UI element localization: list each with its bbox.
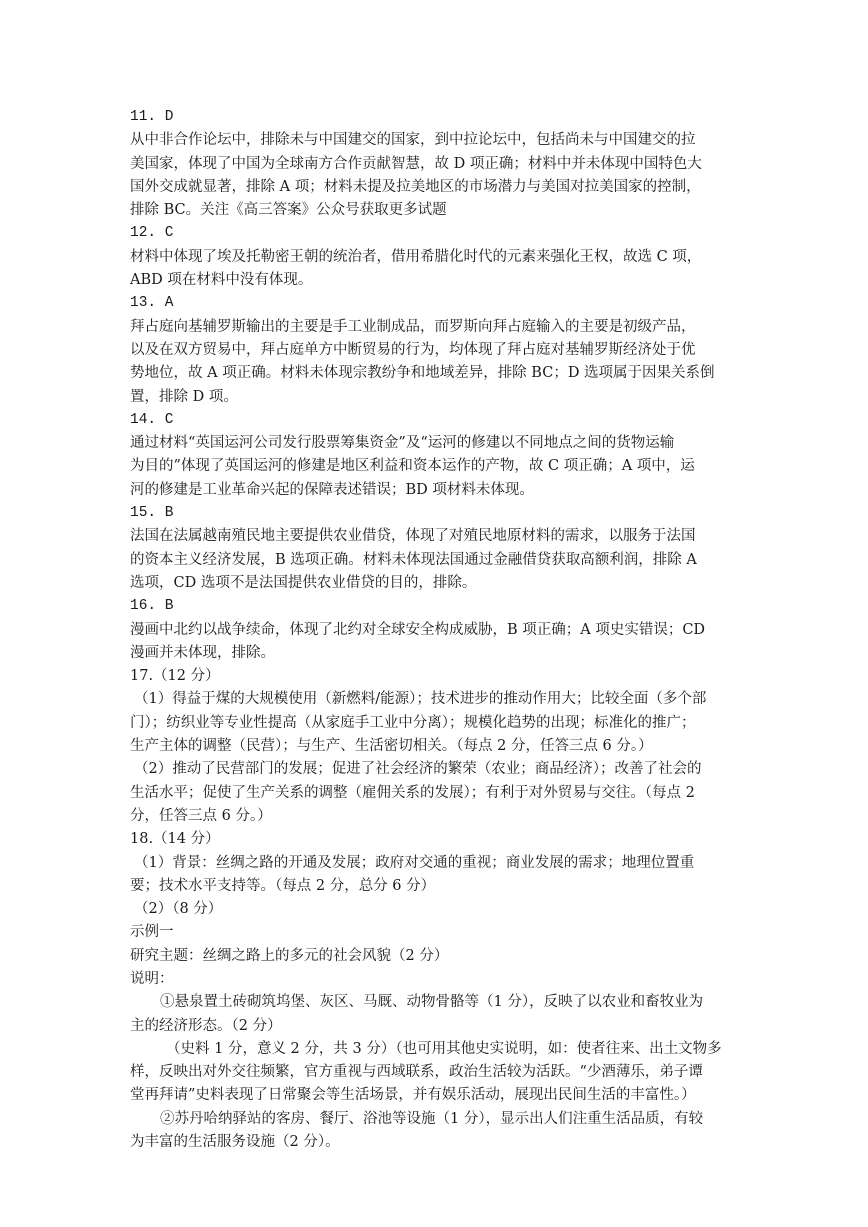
text-line: （1）得益于煤的大规模使用（新燃料/能源）；技术进步的推动作用大；比较全面（多个部 bbox=[134, 691, 707, 708]
answer-number-12: 12. C bbox=[130, 225, 174, 242]
text-line: 样，反映出对外交往频繁，官方重视与西域联系，政治生活较为活跃。“少酒薄乐，弟子谭 bbox=[130, 1064, 703, 1081]
text-line: 国外交成就显著，排除 A 项；材料未提及拉美地区的市场潜力与美国对拉美国家的控制， bbox=[130, 178, 701, 195]
text-line: （2）（8 分） bbox=[134, 901, 223, 918]
question-17-header: 17.（12 分） bbox=[130, 668, 220, 685]
text-line: 堂再拜请”史料表现了日常聚会等生活场景，并有娱乐活动，展现出民间生活的丰富性。） bbox=[130, 1087, 696, 1104]
text-line: 选项，CD 选项不是法国提供农业借贷的目的，排除。 bbox=[130, 574, 477, 591]
text-line: 法国在法属越南殖民地主要提供农业借贷，体现了对殖民地原材料的需求，以服务于法国 bbox=[130, 528, 696, 545]
text-line: 漫画中北约以战争续命，体现了北约对全球安全构成威胁，B 项正确；A 项史实错误；CD bbox=[130, 621, 706, 638]
text-line: 门）；纺织业等专业性提高（从家庭手工业中分离）；规模化趋势的出现；标准化的推广； bbox=[130, 714, 696, 731]
text-line: 从中非合作论坛中，排除未与中国建交的国家，到中拉论坛中，包括尚未与中国建交的拉 bbox=[130, 132, 696, 149]
text-line: 排除 BC。关注《高三答案》公众号获取更多试题 bbox=[130, 202, 447, 219]
text-line: ABD 项在材料中没有体现。 bbox=[130, 272, 313, 289]
answer-number-11: 11. D bbox=[130, 109, 174, 125]
answer-number-14: 14. C bbox=[130, 411, 174, 428]
answer-number-13: 13. A bbox=[130, 295, 174, 312]
text-line: 漫画并未体现，排除。 bbox=[130, 644, 275, 661]
text-line: 拜占庭向基辅罗斯输出的主要是手工业制成品，而罗斯向拜占庭输入的主要是初级产品， bbox=[130, 318, 696, 335]
text-line: 为丰富的生活服务设施（2 分）。 bbox=[130, 1134, 340, 1151]
text-line: 材料中体现了埃及托勒密王朝的统治者，借用希腊化时代的元素来强化王权，故选 C 项， bbox=[130, 248, 702, 265]
text-line: 势地位，故 A 项正确。材料未体现宗教纷争和地域差异，排除 BC；D 选项属于因果关系倒 bbox=[130, 365, 715, 382]
text-line: 通过材料“英国运河公司发行股票筹集资金”及“运河的修建以不同地点之间的货物运输 bbox=[130, 435, 675, 452]
text-line: 生活水平；促使了生产关系的调整（雇佣关系的发展）；有利于对外贸易与交往。（每点 2 bbox=[130, 784, 695, 801]
text-line: ②苏丹哈纳驿站的客房、餐厅、浴池等设施（1 分），显示出人们注重生活品质，有较 bbox=[160, 1110, 704, 1127]
text-line: （1）背景：丝绸之路的开通及发展；政府对交通的重视；商业发展的需求；地理位置重 bbox=[134, 854, 695, 871]
text-line: 生产主体的调整（民营）；与生产、生活密切相关。（每点 2 分，任答三点 6 分。） bbox=[130, 738, 653, 755]
text-line: 分，任答三点 6 分。） bbox=[130, 807, 272, 824]
text-line: 的资本主义经济发展，B 选项正确。材料未体现法国通过金融借贷获取高额利润，排除 A bbox=[130, 551, 697, 568]
text-line: （2）推动了民营部门的发展；促进了社会经济的繁荣（农业；商品经济）；改善了社会的 bbox=[134, 761, 702, 778]
text-line: 美国家，体现了中国为全球南方合作贡献智慧，故 D 项正确；材料中并未体现中国特色大 bbox=[130, 155, 702, 172]
question-18-header: 18.（14 分） bbox=[130, 831, 220, 848]
research-topic: 研究主题：丝绸之路上的多元的社会风貌（2 分） bbox=[130, 947, 449, 964]
text-line: 主的经济形态。（2 分） bbox=[130, 1017, 282, 1034]
text-line: ①悬泉置土砖砌筑坞堡、灰区、马厩、动物骨骼等（1 分），反映了以农业和畜牧业为 bbox=[160, 994, 704, 1011]
answer-document bbox=[130, 106, 730, 1154]
text-line: 河的修建是工业革命兴起的保障表述错误；BD 项材料未体现。 bbox=[130, 481, 534, 498]
text-line: 要；技术水平支持等。（每点 2 分，总分 6 分） bbox=[130, 877, 436, 894]
example-label: 示例一 bbox=[130, 924, 174, 941]
text-line: （史料 1 分，意义 2 分，共 3 分）（也可用其他史实说明，如：使者往来、出土文物多 bbox=[166, 1040, 722, 1057]
text-line: 置，排除 D 项。 bbox=[130, 388, 238, 405]
answer-number-16: 16. B bbox=[130, 598, 174, 615]
text-line: 以及在双方贸易中，拜占庭单方中断贸易的行为，均体现了拜占庭对基辅罗斯经济处于优 bbox=[130, 341, 696, 358]
explanation-label: 说明： bbox=[130, 970, 174, 987]
text-line: 为目的”体现了英国运河的修建是地区利益和资本运作的产物，故 C 项正确；A 项中，运 bbox=[130, 458, 695, 475]
answer-number-15: 15. B bbox=[130, 505, 174, 522]
